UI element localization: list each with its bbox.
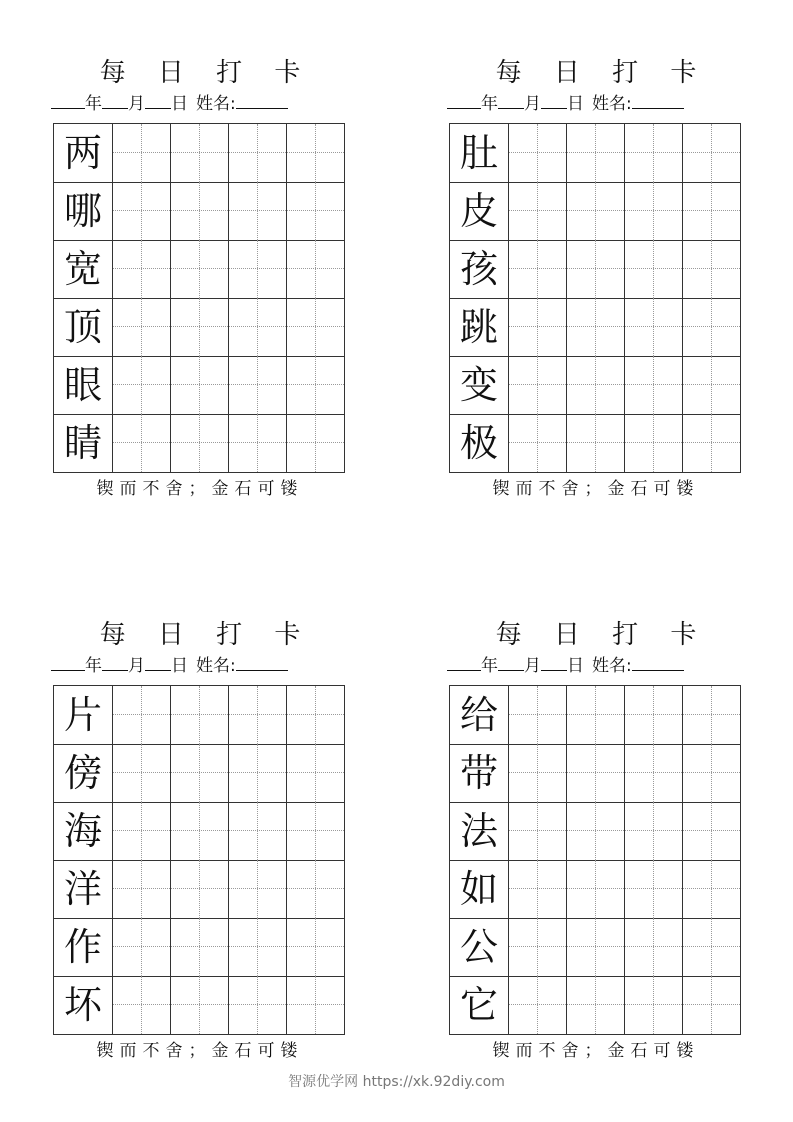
year-blank[interactable] [447,654,481,671]
date-name-line [51,654,345,676]
card-title: 每 日 打 卡 [495,58,709,88]
practice-cell[interactable] [228,182,286,240]
practice-cell[interactable] [508,414,566,472]
motto-text: 锲而不舍；金石可镂 [492,479,700,499]
date-name-line [51,92,345,114]
practice-cell[interactable] [228,802,286,860]
date-name-line [447,92,741,114]
practice-cell[interactable] [508,860,566,918]
practice-cell[interactable] [112,240,170,298]
grid-row [54,182,344,240]
grid-row [54,686,344,744]
model-character: 孩 [459,247,498,291]
model-character: 片 [63,693,102,737]
practice-cell[interactable] [170,356,228,414]
grid-row [450,356,740,414]
practice-cell[interactable] [624,744,682,802]
model-character: 宽 [63,247,102,291]
day-blank[interactable] [541,654,567,671]
practice-cell[interactable] [624,182,682,240]
practice-cell[interactable] [170,976,228,1034]
model-character: 傍 [63,751,102,795]
grid-row [54,918,344,976]
practice-cell[interactable] [508,124,566,182]
name-blank[interactable] [632,92,684,109]
grid-row [450,686,740,744]
practice-cell[interactable] [170,414,228,472]
year-blank[interactable] [447,92,481,109]
practice-cell[interactable] [624,298,682,356]
name-blank[interactable] [632,654,684,671]
practice-cell[interactable] [682,744,740,802]
month-label: 月 [524,94,541,114]
grid-row [450,124,740,182]
practice-cell[interactable] [566,976,624,1034]
name-label: 姓名: [196,94,236,114]
model-character: 作 [63,925,102,969]
practice-cell[interactable] [228,124,286,182]
practice-cell[interactable] [286,414,344,472]
practice-cell[interactable] [508,240,566,298]
grid-row [450,240,740,298]
card-title: 每 日 打 卡 [99,58,313,88]
practice-cell[interactable] [566,240,624,298]
writing-grid [449,685,741,1035]
grid-row [450,976,740,1034]
practice-cell[interactable] [624,356,682,414]
practice-cell[interactable] [112,744,170,802]
practice-cell[interactable] [682,976,740,1034]
practice-cell[interactable] [170,860,228,918]
grid-row [54,802,344,860]
model-character: 顶 [63,305,102,349]
practice-cell[interactable] [682,802,740,860]
practice-cell[interactable] [566,918,624,976]
name-label: 姓名: [592,656,632,676]
grid-row [54,860,344,918]
grid-row [54,976,344,1034]
practice-cell[interactable] [508,686,566,744]
practice-cell[interactable] [170,918,228,976]
practice-cell[interactable] [682,918,740,976]
model-character: 洋 [63,867,102,911]
practice-cell[interactable] [228,744,286,802]
day-blank[interactable] [541,92,567,109]
practice-cell[interactable] [112,802,170,860]
day-label: 日 [567,94,584,114]
practice-cell[interactable] [228,414,286,472]
practice-cell[interactable] [112,860,170,918]
practice-cell[interactable] [682,298,740,356]
motto-text: 锲而不舍；金石可镂 [492,1041,700,1061]
practice-cell[interactable] [508,802,566,860]
grid-row [450,918,740,976]
month-label: 月 [128,656,145,676]
practice-cell[interactable] [112,414,170,472]
model-character: 皮 [459,189,498,233]
practice-cell[interactable] [566,124,624,182]
practice-cell[interactable] [170,298,228,356]
practice-cell[interactable] [508,976,566,1034]
model-character: 法 [459,809,498,853]
grid-row [450,414,740,472]
practice-cell[interactable] [624,802,682,860]
motto-text: 锲而不舍；金石可镂 [96,479,304,499]
name-blank[interactable] [236,654,288,671]
practice-cell[interactable] [286,356,344,414]
practice-cell[interactable] [228,976,286,1034]
writing-grid [449,123,741,473]
practice-cell[interactable] [286,976,344,1034]
month-blank[interactable] [102,92,128,109]
model-character: 两 [63,131,102,175]
practice-cell[interactable] [624,240,682,298]
year-blank[interactable] [51,654,85,671]
practice-cell[interactable] [286,802,344,860]
model-character: 变 [459,363,498,407]
practice-cell[interactable] [286,124,344,182]
card-title: 每 日 打 卡 [99,620,313,650]
practice-cell[interactable] [170,182,228,240]
day-label: 日 [171,94,188,114]
practice-cell[interactable] [112,298,170,356]
practice-cell[interactable] [286,182,344,240]
day-label: 日 [567,656,584,676]
writing-grid [53,123,345,473]
month-label: 月 [128,94,145,114]
practice-cell[interactable] [624,860,682,918]
practice-cell[interactable] [566,860,624,918]
name-blank[interactable] [236,92,288,109]
month-label: 月 [524,656,541,676]
practice-cell[interactable] [566,298,624,356]
name-label: 姓名: [592,94,632,114]
practice-cell[interactable] [286,860,344,918]
model-character: 带 [459,751,498,795]
practice-cell[interactable] [566,686,624,744]
practice-cell[interactable] [682,182,740,240]
practice-cell[interactable] [682,686,740,744]
model-character: 给 [459,693,498,737]
practice-cell[interactable] [112,124,170,182]
practice-cell[interactable] [112,918,170,976]
practice-cell[interactable] [682,124,740,182]
practice-cell[interactable] [112,182,170,240]
practice-cell[interactable] [228,298,286,356]
model-character: 海 [63,809,102,853]
practice-cell[interactable] [286,298,344,356]
practice-cell[interactable] [566,744,624,802]
practice-cell[interactable] [624,686,682,744]
practice-cell[interactable] [624,976,682,1034]
model-character: 跳 [459,305,498,349]
writing-grid [53,685,345,1035]
practice-cell[interactable] [682,860,740,918]
practice-cell[interactable] [286,918,344,976]
practice-cell[interactable] [508,356,566,414]
year-label: 年 [85,94,102,114]
month-blank[interactable] [102,654,128,671]
practice-cell[interactable] [624,124,682,182]
practice-cell[interactable] [508,298,566,356]
grid-row [450,802,740,860]
grid-row [54,298,344,356]
model-character: 坏 [63,983,102,1027]
motto-text: 锲而不舍；金石可镂 [96,1041,304,1061]
practice-cell[interactable] [112,686,170,744]
practice-cell[interactable] [228,356,286,414]
practice-cell[interactable] [508,918,566,976]
practice-cell[interactable] [508,182,566,240]
practice-cell[interactable] [624,918,682,976]
practice-cell[interactable] [228,918,286,976]
grid-row [450,860,740,918]
grid-row [54,356,344,414]
practice-cell[interactable] [112,356,170,414]
practice-cell[interactable] [624,414,682,472]
practice-cell[interactable] [286,686,344,744]
practice-cell[interactable] [682,240,740,298]
model-character: 哪 [63,189,102,233]
practice-cell[interactable] [566,182,624,240]
practice-cell[interactable] [112,976,170,1034]
name-label: 姓名: [196,656,236,676]
practice-cell[interactable] [170,744,228,802]
day-blank[interactable] [145,92,171,109]
year-label: 年 [481,656,498,676]
practice-cell[interactable] [228,686,286,744]
practice-cell[interactable] [228,860,286,918]
grid-row [450,182,740,240]
practice-cell[interactable] [286,744,344,802]
practice-cell[interactable] [170,686,228,744]
grid-row [54,414,344,472]
practice-cell[interactable] [170,124,228,182]
practice-cell[interactable] [566,356,624,414]
date-name-line [447,654,741,676]
model-character: 眼 [63,363,102,407]
practice-cell[interactable] [682,414,740,472]
practice-cell[interactable] [170,240,228,298]
watermark-text: 智源优学网 https://xk.92diy.com [288,1074,505,1090]
grid-row [450,298,740,356]
grid-row [54,124,344,182]
month-blank[interactable] [498,92,524,109]
practice-cell[interactable] [566,802,624,860]
practice-cell[interactable] [170,802,228,860]
model-character: 公 [459,925,498,969]
practice-cell[interactable] [228,240,286,298]
grid-row [54,744,344,802]
model-character: 它 [459,983,498,1027]
practice-cell[interactable] [286,240,344,298]
model-character: 如 [459,867,498,911]
practice-cell[interactable] [566,414,624,472]
practice-cell[interactable] [508,744,566,802]
card-title: 每 日 打 卡 [495,620,709,650]
grid-row [54,240,344,298]
model-character: 睛 [63,421,102,465]
model-character: 肚 [459,131,498,175]
model-character: 极 [459,421,498,465]
year-label: 年 [481,94,498,114]
practice-cell[interactable] [682,356,740,414]
year-blank[interactable] [51,92,85,109]
year-label: 年 [85,656,102,676]
day-label: 日 [171,656,188,676]
grid-row [450,744,740,802]
day-blank[interactable] [145,654,171,671]
month-blank[interactable] [498,654,524,671]
